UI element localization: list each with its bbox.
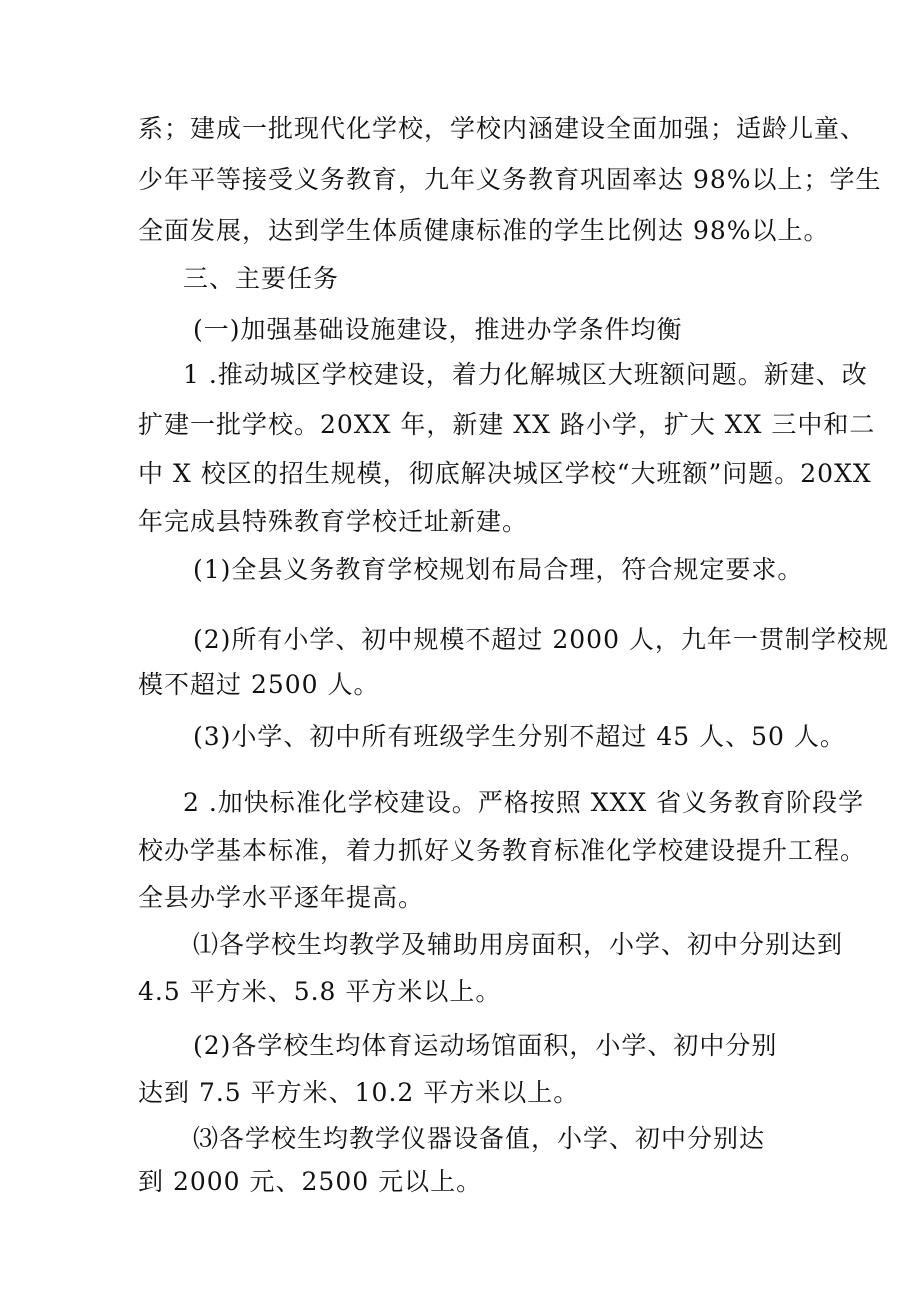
paragraph-line: 系；建成一批现代化学校，学校内涵建设全面加强；适龄儿童、	[138, 114, 867, 143]
list-item: (1)全县义务教育学校规划布局合理，符合规定要求。	[193, 555, 804, 584]
paragraph-line: 全面发展，达到学生体质健康标准的学生比例达 98%以上。	[138, 216, 830, 245]
paragraph-line: 少年平等接受义务教育，九年义务教育巩固率达 98%以上；学生	[138, 165, 882, 194]
paragraph-line: 1 .推动城区学校建设，着力化解城区大班额问题。新建、改	[183, 360, 868, 389]
paragraph-line: 达到 7.5 平方米、10.2 平方米以上。	[138, 1078, 580, 1107]
list-item: (2)各学校生均体育运动场馆面积，小学、初中分别	[193, 1031, 778, 1060]
list-item: (3)小学、初中所有班级学生分别不超过 45 人、50 人。	[193, 722, 846, 751]
section-heading: 三、主要任务	[183, 264, 340, 293]
paragraph-line: 中 X 校区的招生规模，彻底解决城区学校“大班额”问题。20XX	[138, 459, 872, 488]
list-item: (2)所有小学、初中规模不超过 2000 人，九年一贯制学校规	[193, 625, 889, 654]
paragraph-line: 全县办学水平逐年提高。	[138, 883, 425, 912]
paragraph-line: 4.5 平方米、5.8 平方米以上。	[138, 977, 502, 1006]
list-item: ⑶各学校生均教学仪器设备值，小学、初中分别达	[193, 1124, 766, 1153]
paragraph-line: 年完成县特殊教育学校迁址新建。	[138, 507, 529, 536]
paragraph-line: 模不超过 2500 人。	[138, 670, 380, 699]
paragraph-line: 扩建一批学校。20XX 年，新建 XX 路小学，扩大 XX 三中和二	[138, 410, 876, 439]
paragraph-line: 2 .加快标准化学校建设。严格按照 XXX 省义务教育阶段学	[183, 788, 865, 817]
list-item: ⑴各学校生均教学及辅助用房面积，小学、初中分别达到	[193, 930, 844, 959]
subsection-heading: (一)加强基础设施建设，推进办学条件均衡	[193, 315, 683, 344]
paragraph-line: 到 2000 元、2500 元以上。	[138, 1167, 483, 1196]
paragraph-line: 校办学基本标准，着力抓好义务教育标准化学校建设提升工程。	[138, 836, 867, 865]
